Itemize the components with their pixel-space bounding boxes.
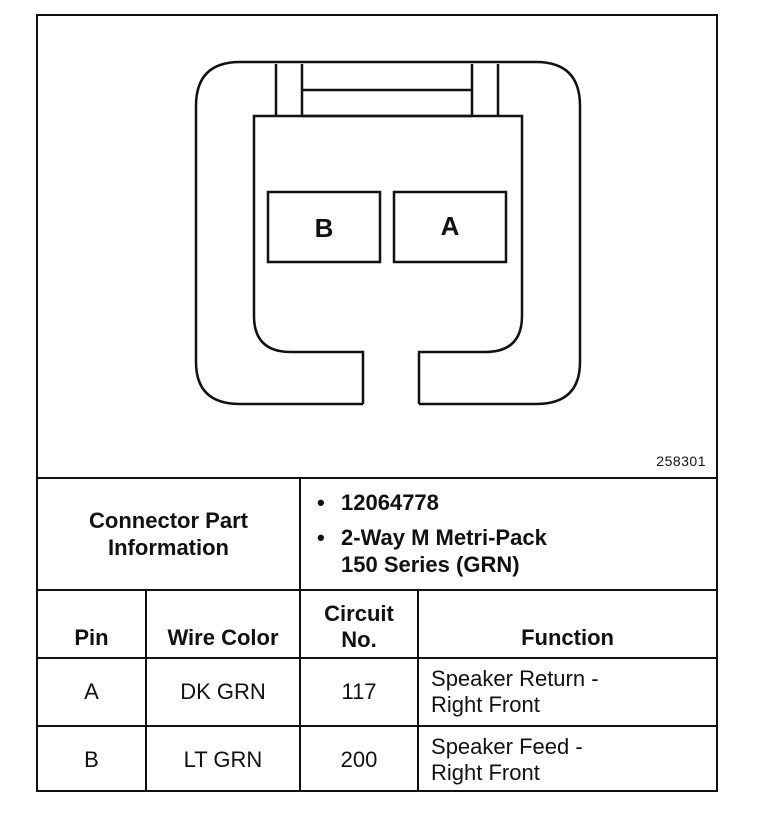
header-circuit [300,590,418,658]
header-circuit-line-2: No. [341,627,377,652]
label-line-2: Information [108,534,229,560]
connector-part-info [300,478,716,590]
connector-table [38,478,716,792]
part-number-item [317,489,716,516]
header-row [38,590,716,658]
wire-color-cell: LT GRN [146,726,300,792]
connector-inner-body [254,116,522,404]
header-pin: Pin [38,590,146,658]
connector-face-drawing [38,16,716,477]
header-function: Function [418,590,716,658]
bullet: • [317,525,325,550]
circuit-cell: 200 [300,726,418,792]
pin-a-label: A [440,211,460,241]
pin-cell: A [38,658,146,726]
description-item [317,524,716,551]
description-line-2: 150 Series (GRN) [341,552,520,577]
circuit-cell: 117 [300,658,418,726]
part-info-row [38,478,716,590]
connector-diagram [38,16,716,479]
label-line-1: Connector Part [89,507,248,533]
function-line-1: Speaker Return - [431,666,599,691]
pin-b-label: B [314,213,334,243]
figure-number: 258301 [656,453,706,469]
part-number: 12064778 [341,490,439,515]
function-line-1: Speaker Feed - [431,733,583,759]
description-line-1: 2-Way M Metri-Pack [341,525,547,550]
header-circuit-line-1: Circuit [324,601,394,626]
function-cell [418,658,716,726]
table-row [38,658,716,726]
function-line-2: Right Front [431,759,540,785]
header-wire-color: Wire Color [146,590,300,658]
wire-color-cell: DK GRN [146,658,300,726]
function-cell [418,726,716,792]
connector-sheet [36,14,718,792]
table-row [38,726,716,792]
connector-part-info-label [38,478,300,590]
pin-cell: B [38,726,146,792]
function-line-2: Right Front [431,692,540,717]
bullet: • [317,490,325,515]
